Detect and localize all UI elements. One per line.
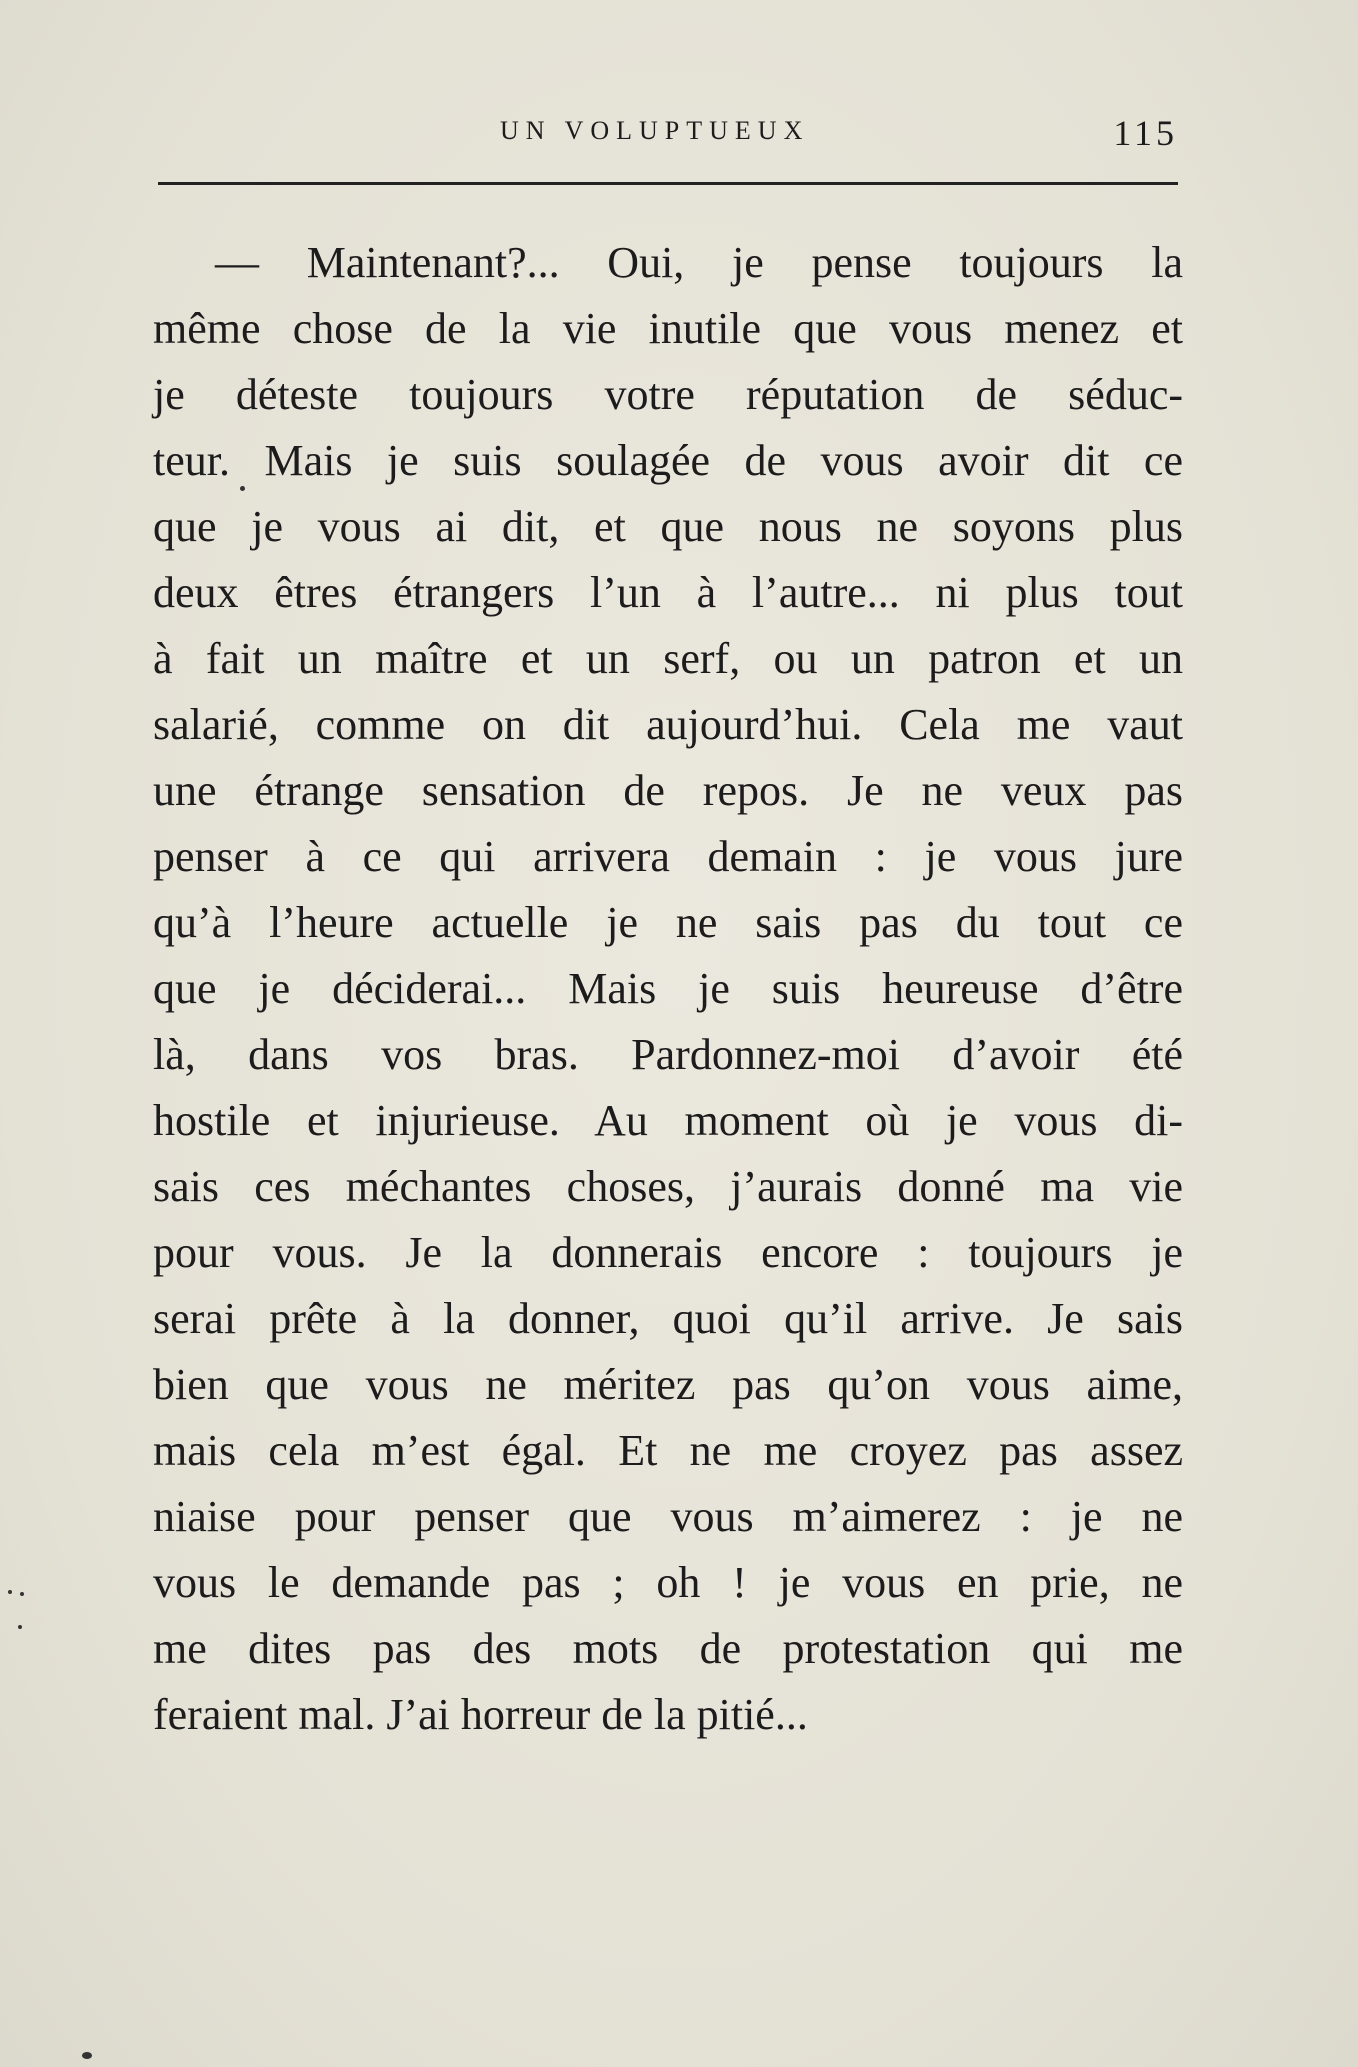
text-line: une étrange sensation de repos. Je ne veux pas xyxy=(153,766,1183,815)
paper-speck xyxy=(8,1590,12,1594)
text-line: hostile et injurieuse. Au moment où je vous di- xyxy=(153,1096,1183,1145)
paper-speck xyxy=(18,1625,22,1629)
body-paragraph xyxy=(153,230,1183,1748)
paper-speck xyxy=(20,1592,24,1596)
page-number: 115 xyxy=(1113,113,1178,153)
text-line: pour vous. Je la donnerais encore : toujours je xyxy=(153,1228,1183,1277)
text-line: feraient mal. J’ai horreur de la pitié... xyxy=(153,1690,808,1739)
text-line: salarié, comme on dit aujourd’hui. Cela me vaut xyxy=(153,700,1183,749)
text-line: là, dans vos bras. Pardonnez-moi d’avoir été xyxy=(153,1030,1183,1079)
text-line: serai prête à la donner, quoi qu’il arrive. Je sais xyxy=(153,1294,1183,1343)
text-line: vous le demande pas ; oh ! je vous en prie, ne xyxy=(153,1558,1183,1607)
paper-speck xyxy=(82,2052,92,2059)
text-line: que je vous ai dit, et que nous ne soyons plus xyxy=(153,502,1183,551)
paper-speck xyxy=(240,486,245,491)
text-line: à fait un maître et un serf, ou un patron et un xyxy=(153,634,1183,683)
header-rule xyxy=(158,182,1178,185)
text-line: teur. Mais je suis soulagée de vous avoir dit ce xyxy=(153,436,1183,485)
text-line: sais ces méchantes choses, j’aurais donné ma vie xyxy=(153,1162,1183,1211)
text-line: je déteste toujours votre réputation de séduc- xyxy=(153,370,1183,419)
text-line: bien que vous ne méritez pas qu’on vous aime, xyxy=(153,1360,1183,1409)
running-head xyxy=(160,110,1178,160)
text-line: mais cela m’est égal. Et ne me croyez pas assez xyxy=(153,1426,1183,1475)
text-line: — Maintenant?... Oui, je pense toujours la xyxy=(215,238,1183,287)
text-line: même chose de la vie inutile que vous menez et xyxy=(153,304,1183,353)
text-line: qu’à l’heure actuelle je ne sais pas du tout ce xyxy=(153,898,1183,947)
text-line: niaise pour penser que vous m’aimerez : je ne xyxy=(153,1492,1183,1541)
running-title: UN VOLUPTUEUX xyxy=(500,116,810,145)
text-line: penser à ce qui arrivera demain : je vous jure xyxy=(153,832,1183,881)
text-line: me dites pas des mots de protestation qui me xyxy=(153,1624,1183,1673)
text-line: deux êtres étrangers l’un à l’autre... ni plus tout xyxy=(153,568,1183,617)
text-line: que je déciderai... Mais je suis heureuse d’être xyxy=(153,964,1183,1013)
